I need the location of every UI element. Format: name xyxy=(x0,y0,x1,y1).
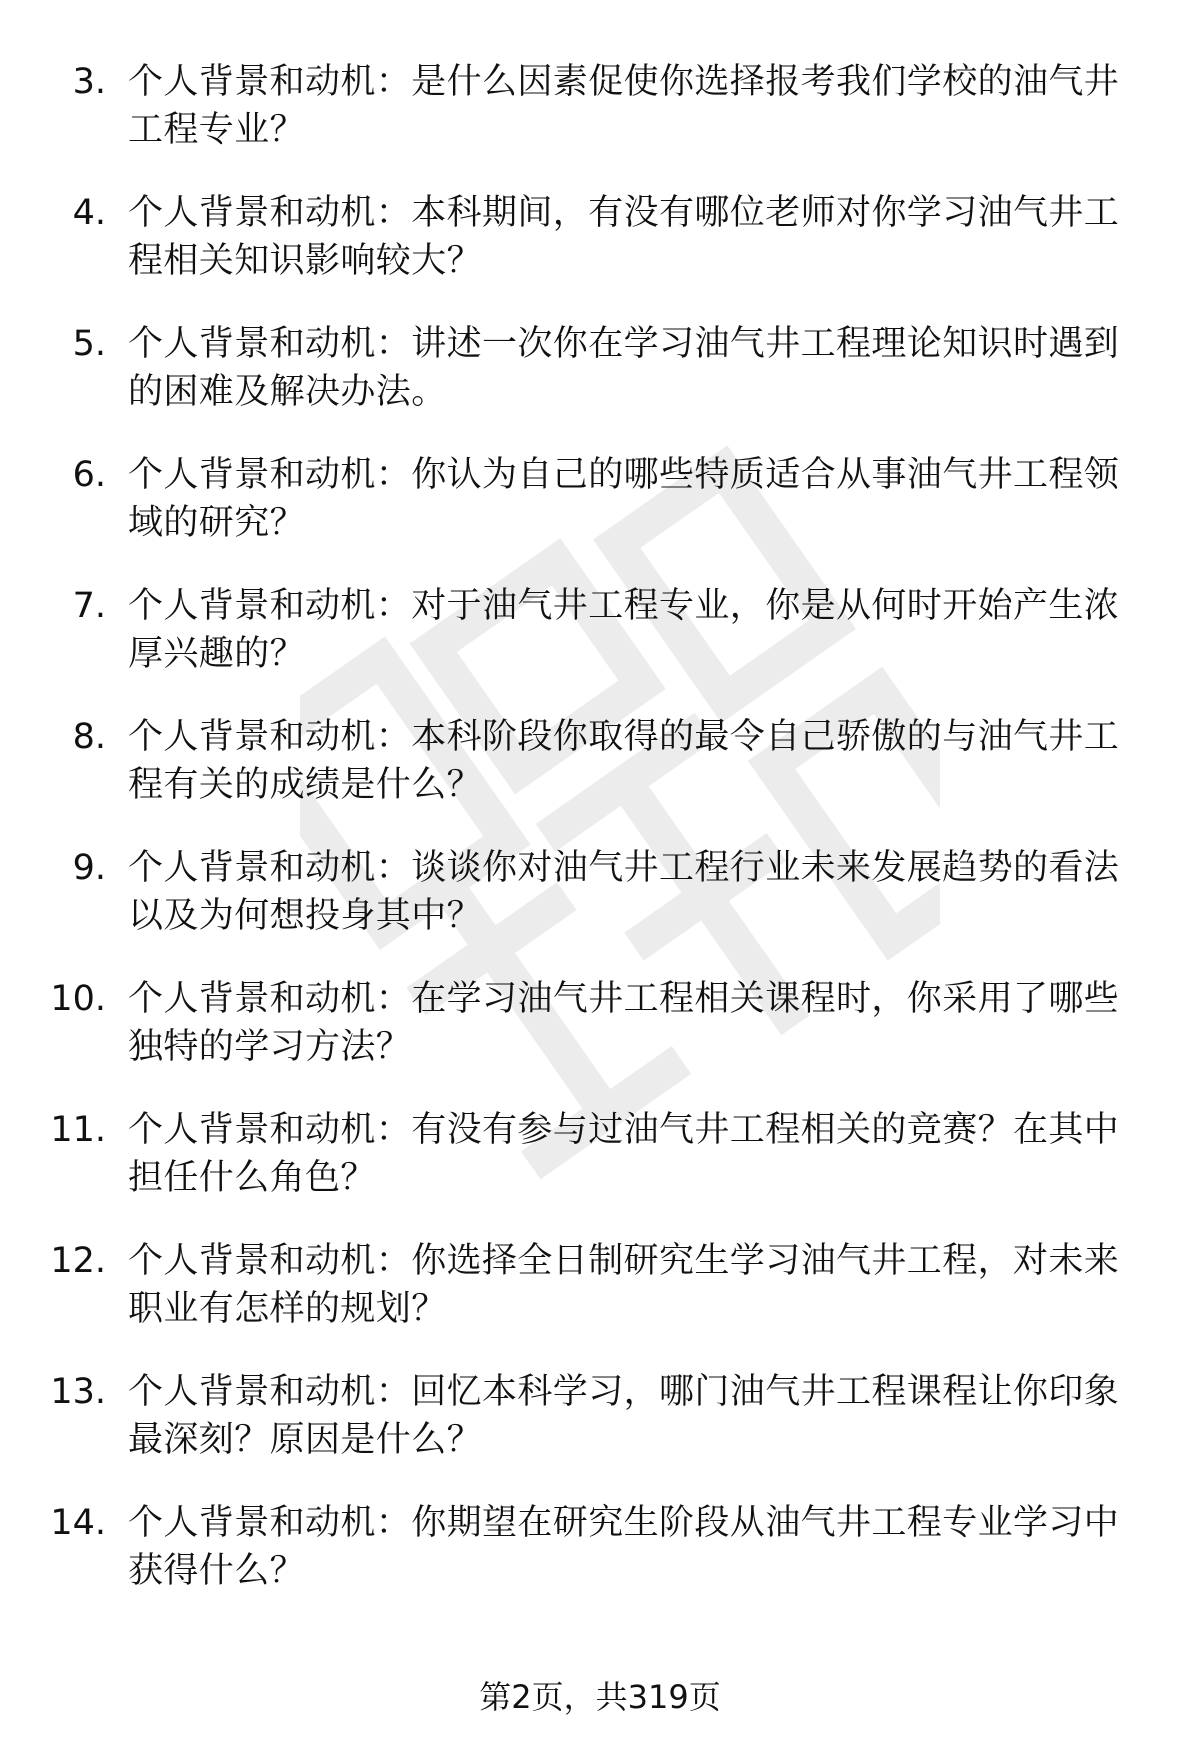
question-number: 10. xyxy=(50,979,106,1019)
question-text: 个人背景和动机：你期望在研究生阶段从油气井工程专业学习中获得什么？ xyxy=(128,1503,1120,1591)
question-number: 13. xyxy=(50,1372,106,1412)
list-item xyxy=(0,58,1200,189)
list-item xyxy=(0,1106,1200,1237)
question-number: 7. xyxy=(72,586,106,626)
question-text: 个人背景和动机：谈谈你对油气井工程行业未来发展趋势的看法以及为何想投身其中？ xyxy=(128,848,1120,936)
question-text: 个人背景和动机：讲述一次你在学习油气井工程理论知识时遇到的困难及解决办法。 xyxy=(128,324,1120,412)
question-text: 个人背景和动机：对于油气井工程专业，你是从何时开始产生浓厚兴趣的？ xyxy=(128,586,1120,674)
question-text: 个人背景和动机：回忆本科学习，哪门油气井工程课程让你印象最深刻？原因是什么？ xyxy=(128,1372,1120,1460)
list-item xyxy=(0,189,1200,320)
question-text: 个人背景和动机：本科期间，有没有哪位老师对你学习油气井工程相关知识影响较大？ xyxy=(128,193,1120,281)
question-number: 6. xyxy=(72,455,106,495)
page-footer: 第2页，共319页 xyxy=(479,1678,721,1716)
list-item xyxy=(0,1237,1200,1368)
list-item xyxy=(0,582,1200,713)
question-text: 个人背景和动机：在学习油气井工程相关课程时，你采用了哪些独特的学习方法？ xyxy=(128,979,1120,1067)
list-item xyxy=(0,451,1200,582)
question-number: 11. xyxy=(50,1110,106,1150)
question-number: 8. xyxy=(72,717,106,757)
question-number: 12. xyxy=(50,1241,106,1281)
list-item xyxy=(0,1499,1200,1630)
question-number: 4. xyxy=(72,193,106,233)
question-list xyxy=(0,58,1200,1630)
question-text: 个人背景和动机：你选择全日制研究生学习油气井工程，对未来职业有怎样的规划？ xyxy=(128,1241,1120,1329)
list-item xyxy=(0,713,1200,844)
question-number: 14. xyxy=(50,1503,106,1543)
question-text: 个人背景和动机：有没有参与过油气井工程相关的竞赛？在其中担任什么角色？ xyxy=(128,1110,1120,1198)
list-item xyxy=(0,975,1200,1106)
question-text: 个人背景和动机：本科阶段你取得的最令自己骄傲的与油气井工程有关的成绩是什么？ xyxy=(128,717,1120,805)
question-text: 个人背景和动机：你认为自己的哪些特质适合从事油气井工程领域的研究？ xyxy=(128,455,1120,543)
question-number: 9. xyxy=(72,848,106,888)
list-item xyxy=(0,320,1200,451)
question-text: 个人背景和动机：是什么因素促使你选择报考我们学校的油气井工程专业？ xyxy=(128,62,1120,150)
list-item xyxy=(0,844,1200,975)
list-item xyxy=(0,1368,1200,1499)
question-number: 3. xyxy=(72,62,106,102)
question-number: 5. xyxy=(72,324,106,364)
